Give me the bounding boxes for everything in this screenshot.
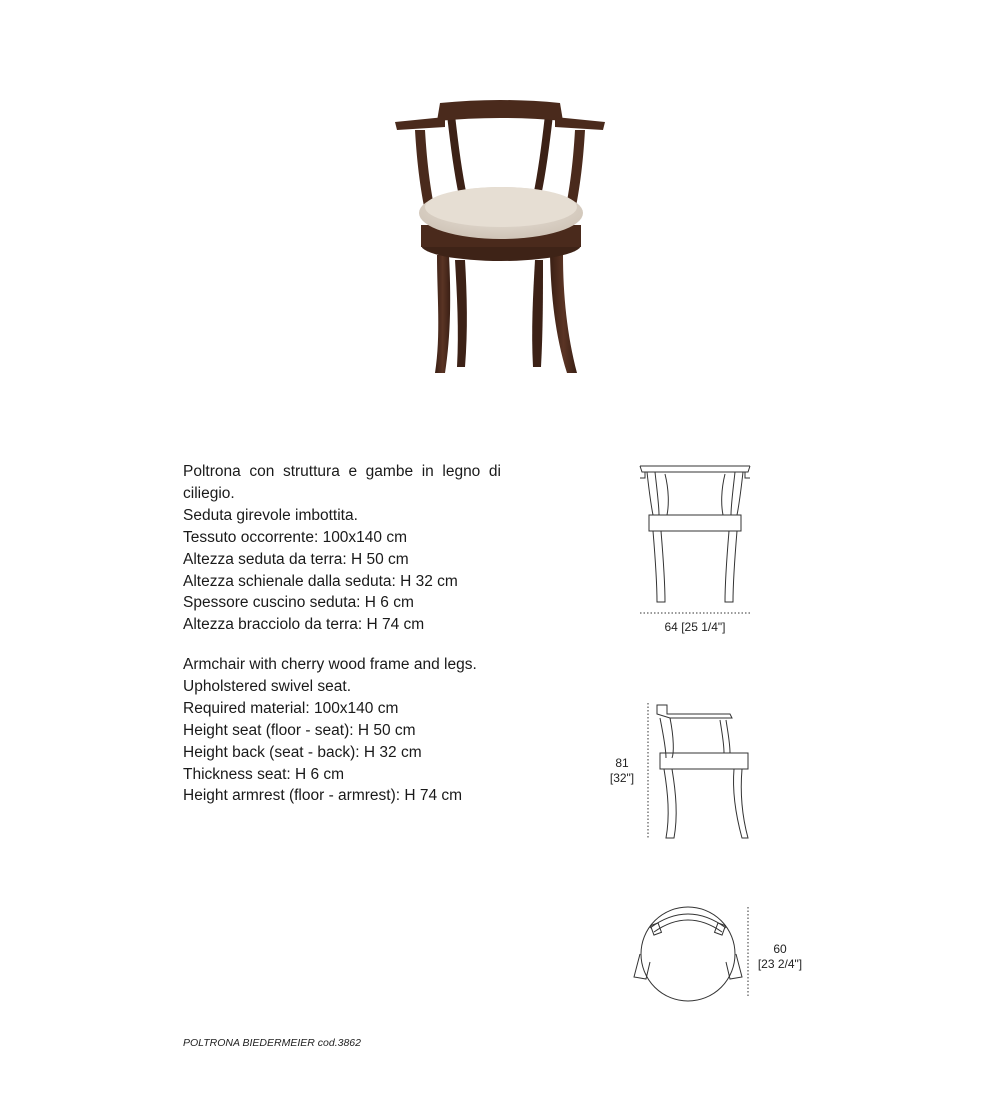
side-view-drawing xyxy=(640,698,755,843)
product-code-footer: POLTRONA BIEDERMEIER cod.3862 xyxy=(183,1037,361,1049)
desc-it-line: Seduta girevole imbottita. xyxy=(183,506,358,524)
desc-en-line: Armchair with cherry wood frame and legs. xyxy=(183,656,477,673)
desc-en-line: Height back (seat - back): H 32 cm xyxy=(183,743,422,761)
description-italian xyxy=(183,461,501,636)
desc-it-line: Spessore cuscino seduta: H 6 cm xyxy=(183,594,414,612)
desc-it-line: Tessuto occorrente: 100x140 cm xyxy=(183,528,408,546)
desc-en-line: Upholstered swivel seat. xyxy=(183,677,351,695)
desc-en-line: Height seat (floor - seat): H 50 cm xyxy=(183,721,416,739)
front-view-drawing xyxy=(635,460,755,618)
depth-dimension xyxy=(752,942,808,972)
depth-value: 60 xyxy=(773,942,787,956)
depth-imperial: [23 2/4"] xyxy=(757,957,803,971)
desc-it-line: Altezza schienale dalla seduta: H 32 cm xyxy=(183,572,458,590)
height-dimension xyxy=(602,756,642,786)
description-english xyxy=(183,654,501,807)
width-value: 64 xyxy=(664,620,678,634)
desc-en-line: Required material: 100x140 cm xyxy=(183,699,399,717)
armchair-photo xyxy=(385,95,615,380)
desc-it-line: Altezza seduta da terra: H 50 cm xyxy=(183,550,409,568)
top-view-drawing xyxy=(628,902,756,1002)
height-imperial: [32"] xyxy=(609,771,635,785)
desc-en-line: Thickness seat: H 6 cm xyxy=(183,765,345,783)
width-imperial: [25 1/4"] xyxy=(681,620,726,634)
width-dimension xyxy=(640,620,750,635)
desc-it-line: Poltrona con struttura e gambe in legno di ciliegio. xyxy=(183,463,501,502)
desc-it-line: Altezza bracciolo da terra: H 74 cm xyxy=(183,616,425,634)
desc-en-line: Height armrest (floor - armrest): H 74 cm xyxy=(183,787,463,805)
height-value: 81 xyxy=(615,756,629,770)
